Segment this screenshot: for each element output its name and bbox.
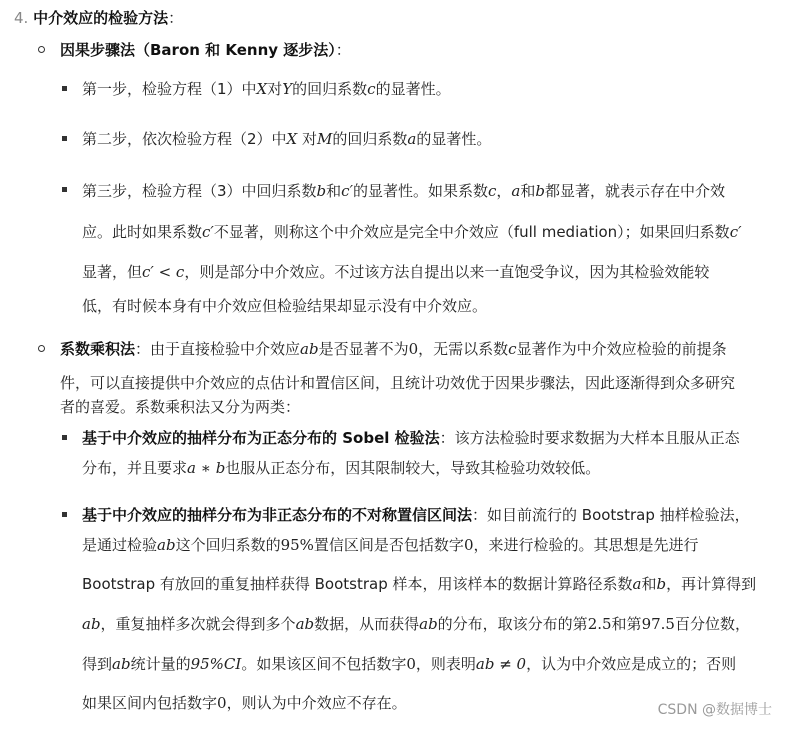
math-var: c	[488, 182, 497, 200]
math-var: c′	[729, 223, 742, 241]
math-var: ab	[82, 615, 101, 633]
step3-text: 应。此时如果系数	[82, 223, 203, 241]
math-var: c′	[341, 182, 353, 200]
step3-line-4	[82, 296, 487, 316]
step3-text: 不显著，则称这个中介效应是完全中介效应（full mediation）；如果回归系数	[213, 223, 730, 241]
bullet-square-icon	[62, 435, 67, 440]
math-num: 0	[463, 536, 474, 554]
step3-text: 第三步，检验方程（3）中回归系数	[82, 182, 317, 200]
bootstrap-text: Bootstrap 有放回的重复抽样获得 Bootstrap 样本，用该样本的数据计算路径系数	[82, 575, 633, 593]
causal-steps-title: 因果步骤法（Baron 和 Kenny 逐步法）	[60, 41, 336, 59]
causal-steps-colon: ：	[335, 41, 351, 59]
bootstrap-text: 和第	[611, 615, 642, 633]
math-num: 95%	[280, 536, 314, 554]
section-heading	[14, 8, 183, 28]
sobel-text: 分布，并且要求	[82, 459, 188, 477]
sobel-line-1	[82, 428, 740, 448]
step3-text: 显著，但	[82, 263, 143, 281]
math-num: 2.5	[587, 615, 612, 633]
coef-text: 是否显著不为	[318, 340, 409, 358]
coef-product-line-3	[60, 397, 300, 417]
math-expr: a ∗ b	[187, 459, 226, 477]
math-var: X	[286, 130, 298, 148]
bootstrap-text: 这个回归系数的	[175, 536, 281, 554]
step2-text: 的回归系数	[332, 130, 408, 148]
bootstrap-text: 是通过检验	[82, 536, 158, 554]
step1-text: 的显著性。	[375, 80, 451, 98]
coef-text: 者的喜爱。系数乘积法又分为两类：	[60, 398, 301, 416]
bootstrap-text: ，认为中介效应是成立的；否则	[526, 655, 737, 673]
step2-text: 对	[297, 130, 318, 148]
causal-steps-item	[60, 40, 351, 60]
math-var: M	[317, 130, 333, 148]
sobel-text: ：该方法检验时要求数据为大样本且服从正态	[439, 429, 740, 447]
math-var: ab	[157, 536, 176, 554]
math-var: c	[367, 80, 376, 98]
bootstrap-text: ，重复抽样多次就会得到多个	[100, 615, 296, 633]
math-expr: c′ < c	[142, 263, 185, 281]
math-var: c′	[202, 223, 214, 241]
math-var: c	[508, 340, 517, 358]
bootstrap-text: 数据，从而获得	[314, 615, 420, 633]
bullet-square-icon	[62, 86, 67, 91]
bootstrap-title: 基于中介效应的抽样分布为非正态分布的不对称置信区间法	[82, 506, 473, 524]
bootstrap-line-4	[82, 614, 750, 634]
math-num: 0	[406, 655, 416, 673]
step2-line	[82, 129, 491, 149]
bootstrap-text: 统计量的	[130, 655, 191, 673]
coef-text: 件，可以直接提供中介效应的点估计和置信区间，且统计功效优于因果步骤法，因此逐渐得到众多研究	[60, 374, 736, 392]
math-expr: ab ≠ 0	[475, 655, 527, 673]
math-expr: 95%CI	[190, 655, 242, 673]
bootstrap-text: ，则表明	[415, 655, 476, 673]
sobel-title: 基于中介效应的抽样分布为正态分布的 Sobel 检验法	[82, 429, 440, 447]
bootstrap-line-6	[82, 693, 407, 713]
step1-line	[82, 79, 451, 99]
coef-product-line-2	[60, 373, 735, 393]
step3-text: 都显著，就表示存在中介效	[545, 182, 726, 200]
coef-text: ：由于直接检验中介效应	[135, 340, 301, 358]
math-var: b	[316, 182, 327, 200]
math-var: Y	[282, 80, 293, 98]
step3-line-2	[82, 222, 742, 242]
math-num: 0	[408, 340, 419, 358]
math-var: b	[535, 182, 545, 200]
math-var: ab	[419, 615, 438, 633]
bootstrap-line-2	[82, 535, 699, 555]
coef-text: ，无需以系数	[418, 340, 509, 358]
math-num: 0	[217, 694, 227, 712]
coef-product-line-1	[60, 339, 727, 359]
step3-text: 低，有时候本身有中介效应但检验结果却显示没有中介效应。	[82, 297, 488, 315]
bootstrap-text: 如果区间内包括数字	[82, 694, 218, 712]
math-var: a	[511, 182, 521, 200]
sobel-line-2	[82, 458, 600, 478]
bootstrap-text: 得到	[82, 655, 113, 673]
step1-text: 的回归系数	[292, 80, 368, 98]
bootstrap-text: ：如目前流行的 Bootstrap 抽样检验法，	[472, 506, 750, 524]
math-var: a	[632, 575, 642, 593]
coef-product-title: 系数乘积法	[60, 340, 136, 358]
bootstrap-line-1	[82, 505, 750, 525]
bootstrap-text: ，来进行检验的。其思想是先进行	[473, 536, 699, 554]
bootstrap-text: ，则认为中介效应不存在。	[226, 694, 407, 712]
step2-text: 的显著性。	[416, 130, 492, 148]
bullet-hollow-icon	[38, 46, 45, 53]
step1-text: 第一步，检验方程（1）中	[82, 80, 257, 98]
sobel-text: 也服从正态分布，因其限制较大，导致其检验功效较低。	[225, 459, 601, 477]
heading-colon: ：	[168, 9, 184, 27]
step3-text: ，则是部分中介效应。不过该方法自提出以来一直饱受争议，因为其检验效能较	[184, 263, 710, 281]
math-var: b	[656, 575, 667, 593]
math-num: 97.5	[641, 615, 675, 633]
bootstrap-text: 和	[641, 575, 657, 593]
bootstrap-line-3	[82, 574, 756, 594]
step3-text: 和	[326, 182, 342, 200]
step2-text: 第二步，依次检验方程（2）中	[82, 130, 287, 148]
math-var: X	[256, 80, 268, 98]
bullet-square-icon	[62, 136, 67, 141]
step3-text: ，	[496, 182, 512, 200]
bootstrap-text: 。如果该区间不包括数字	[241, 655, 407, 673]
bullet-square-icon	[62, 187, 67, 192]
bootstrap-line-5	[82, 654, 736, 674]
bullet-hollow-icon	[38, 345, 45, 352]
coef-text: 显著作为中介效应检验的前提条	[516, 340, 727, 358]
bootstrap-text: ，再计算得到	[666, 575, 757, 593]
step3-line-1	[82, 181, 725, 201]
math-var: ab	[300, 340, 319, 358]
math-var: a	[407, 130, 417, 148]
heading-title: 中介效应的检验方法	[33, 9, 169, 27]
bootstrap-text: 百分位数，	[674, 615, 750, 633]
bootstrap-text: 的分布，取该分布的第	[437, 615, 588, 633]
step3-line-3	[82, 262, 709, 282]
step3-text: 和	[520, 182, 536, 200]
math-var: ab	[112, 655, 131, 673]
step3-text: 的显著性。如果系数	[352, 182, 488, 200]
math-var: ab	[295, 615, 315, 633]
csdn-watermark: CSDN @数据博士	[657, 702, 772, 718]
step1-text: 对	[267, 80, 283, 98]
bullet-square-icon	[62, 512, 67, 517]
list-number: 4.	[14, 9, 29, 27]
bootstrap-text: 置信区间是否包括数字	[313, 536, 464, 554]
